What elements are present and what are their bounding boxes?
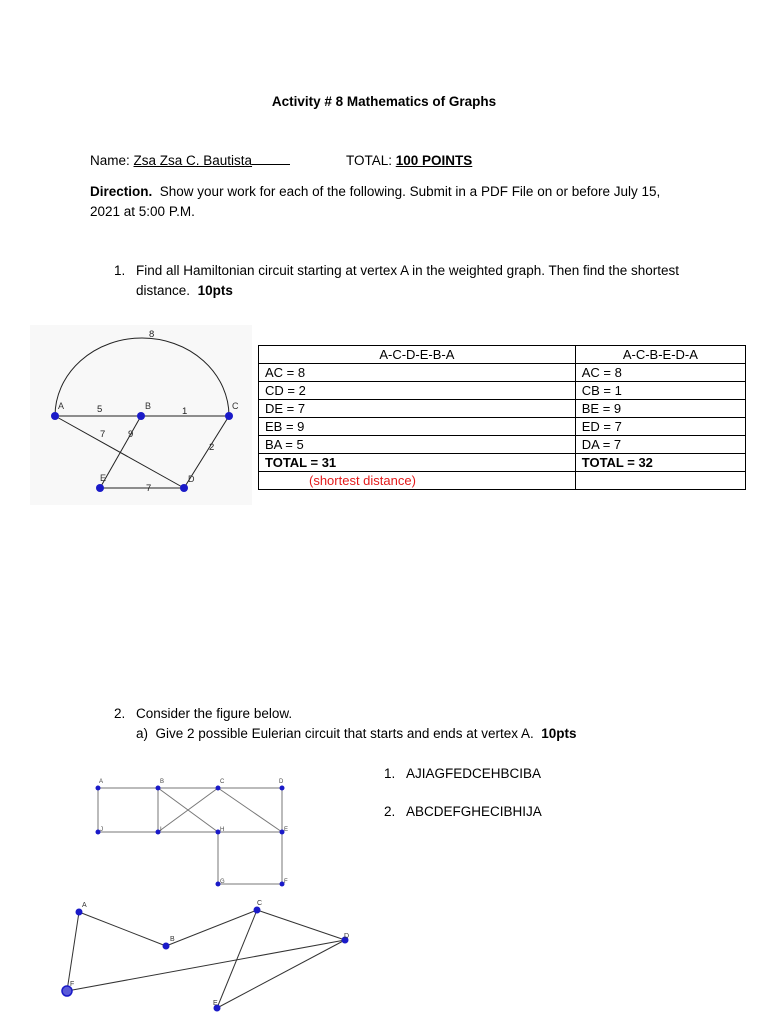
weight-ac-arc: 8 bbox=[149, 329, 155, 340]
second-graph-figure bbox=[55, 896, 360, 1021]
table-cell: BE = 9 bbox=[575, 400, 745, 418]
eulerian-grid-figure bbox=[88, 774, 298, 892]
vertex-label-f: F bbox=[70, 981, 75, 988]
vertex-label-j: J bbox=[100, 827, 103, 833]
direction-paragraph bbox=[90, 182, 690, 222]
question-2 bbox=[114, 704, 714, 744]
question-2a-points: 10pts bbox=[541, 726, 577, 741]
question-1-text: Find all Hamiltonian circuit starting at vertex A in the weighted graph. Then find the shortest distance. bbox=[136, 263, 680, 298]
table-note-row bbox=[259, 472, 746, 490]
table-empty-cell bbox=[575, 472, 745, 490]
table-row bbox=[259, 364, 746, 382]
vertex-label-g: G bbox=[220, 879, 225, 885]
vertex-label-e: E bbox=[213, 1000, 218, 1007]
answer-2-text: ABCDEFGHECIBHIJA bbox=[406, 804, 542, 819]
weight-ab: 5 bbox=[97, 404, 103, 415]
table-row bbox=[259, 400, 746, 418]
total-line bbox=[346, 153, 472, 168]
table-cell: DA = 7 bbox=[575, 436, 745, 454]
table-cell: DE = 7 bbox=[259, 400, 576, 418]
vertex-e bbox=[96, 484, 104, 492]
question-2-number: 2. bbox=[114, 706, 126, 721]
weight-cd: 2 bbox=[209, 442, 215, 453]
total-value: 100 POINTS bbox=[395, 153, 473, 168]
edge-a-b bbox=[79, 912, 166, 946]
vertex-label-e: E bbox=[284, 827, 289, 833]
vertex-label-a: A bbox=[99, 779, 104, 785]
shortest-distance-note: (shortest distance) bbox=[259, 472, 576, 490]
table-cell: AC = 8 bbox=[259, 364, 576, 382]
vertex-label-c: C bbox=[257, 900, 263, 907]
vertex-d bbox=[280, 786, 285, 791]
vertex-a bbox=[51, 412, 59, 420]
vertex-d bbox=[180, 484, 188, 492]
vertex-label-i: I bbox=[160, 827, 162, 833]
vertex-label-f: F bbox=[284, 879, 288, 885]
vertex-c bbox=[254, 907, 261, 914]
table-header-row bbox=[259, 346, 746, 364]
table-total-2: TOTAL = 32 bbox=[575, 454, 745, 472]
question-2a-text: Give 2 possible Eulerian circuit that starts and ends at vertex A. bbox=[155, 726, 534, 741]
vertex-b bbox=[156, 786, 161, 791]
vertex-label-b: B bbox=[170, 936, 175, 943]
table-cell: AC = 8 bbox=[575, 364, 745, 382]
vertex-label-a: A bbox=[58, 401, 65, 411]
table-row bbox=[259, 436, 746, 454]
direction-label: Direction. bbox=[90, 184, 153, 199]
vertex-label-b: B bbox=[145, 401, 152, 411]
table-total-row bbox=[259, 454, 746, 472]
question-1-points: 10pts bbox=[197, 283, 233, 298]
vertex-label-d: D bbox=[344, 933, 350, 940]
hamiltonian-table bbox=[258, 345, 746, 490]
weight-bc: 1 bbox=[182, 406, 188, 417]
question-1 bbox=[114, 261, 694, 301]
vertex-label-d: D bbox=[188, 474, 195, 484]
table-cell: BA = 5 bbox=[259, 436, 576, 454]
table-row bbox=[259, 418, 746, 436]
table-total-1: TOTAL = 31 bbox=[259, 454, 576, 472]
table-cell: CB = 1 bbox=[575, 382, 745, 400]
table-header-1: A-C-D-E-B-A bbox=[259, 346, 576, 364]
vertex-label-e: E bbox=[100, 473, 107, 483]
edge-f-d bbox=[67, 940, 345, 991]
weight-ed: 7 bbox=[146, 483, 152, 494]
answer-1-number: 1. bbox=[384, 766, 396, 781]
vertex-label-c: C bbox=[220, 779, 225, 785]
vertex-b bbox=[163, 943, 170, 950]
answer-1-text: AJIAGFEDCEHBCIBA bbox=[406, 766, 542, 781]
vertex-label-h: H bbox=[220, 827, 225, 833]
vertex-a bbox=[76, 909, 83, 916]
vertex-b bbox=[137, 412, 145, 420]
table-row bbox=[259, 382, 746, 400]
question-2a-label: a) bbox=[136, 726, 149, 741]
question-1-number: 1. bbox=[114, 263, 126, 278]
vertex-c bbox=[225, 412, 233, 420]
edge-c-e bbox=[217, 910, 257, 1008]
weighted-graph bbox=[30, 325, 252, 505]
answer-2-number: 2. bbox=[384, 804, 396, 819]
table-cell: CD = 2 bbox=[259, 382, 576, 400]
total-label: TOTAL: bbox=[346, 153, 396, 168]
question-2-text: Consider the figure below. bbox=[136, 706, 293, 721]
edge-e-d bbox=[217, 940, 345, 1008]
vertex-c bbox=[216, 786, 221, 791]
vertex-label-b: B bbox=[160, 779, 165, 785]
vertex-a bbox=[96, 786, 101, 791]
name-underline bbox=[252, 153, 290, 165]
name-label: Name: bbox=[90, 153, 134, 168]
name-line bbox=[90, 153, 290, 168]
direction-text: Show your work for each of the following. Submit in a PDF File on or before July 15, 2021 at 5:00 P.M. bbox=[90, 184, 661, 219]
table-cell: EB = 9 bbox=[259, 418, 576, 436]
table-header-2: A-C-B-E-D-A bbox=[575, 346, 745, 364]
edge-a-f bbox=[67, 912, 79, 991]
name-value: Zsa Zsa C. Bautista bbox=[133, 153, 253, 168]
edge-b-c bbox=[166, 910, 257, 946]
vertex-label-d: D bbox=[279, 779, 284, 785]
vertex-label-c: C bbox=[232, 401, 239, 411]
page-title: Activity # 8 Mathematics of Graphs bbox=[271, 94, 497, 109]
edge-c-d bbox=[257, 910, 345, 940]
vertex-label-a: A bbox=[82, 902, 87, 909]
weight-be: 9 bbox=[128, 429, 134, 440]
weight-ad: 7 bbox=[100, 429, 106, 440]
edge-c-e bbox=[218, 788, 282, 832]
table-cell: ED = 7 bbox=[575, 418, 745, 436]
